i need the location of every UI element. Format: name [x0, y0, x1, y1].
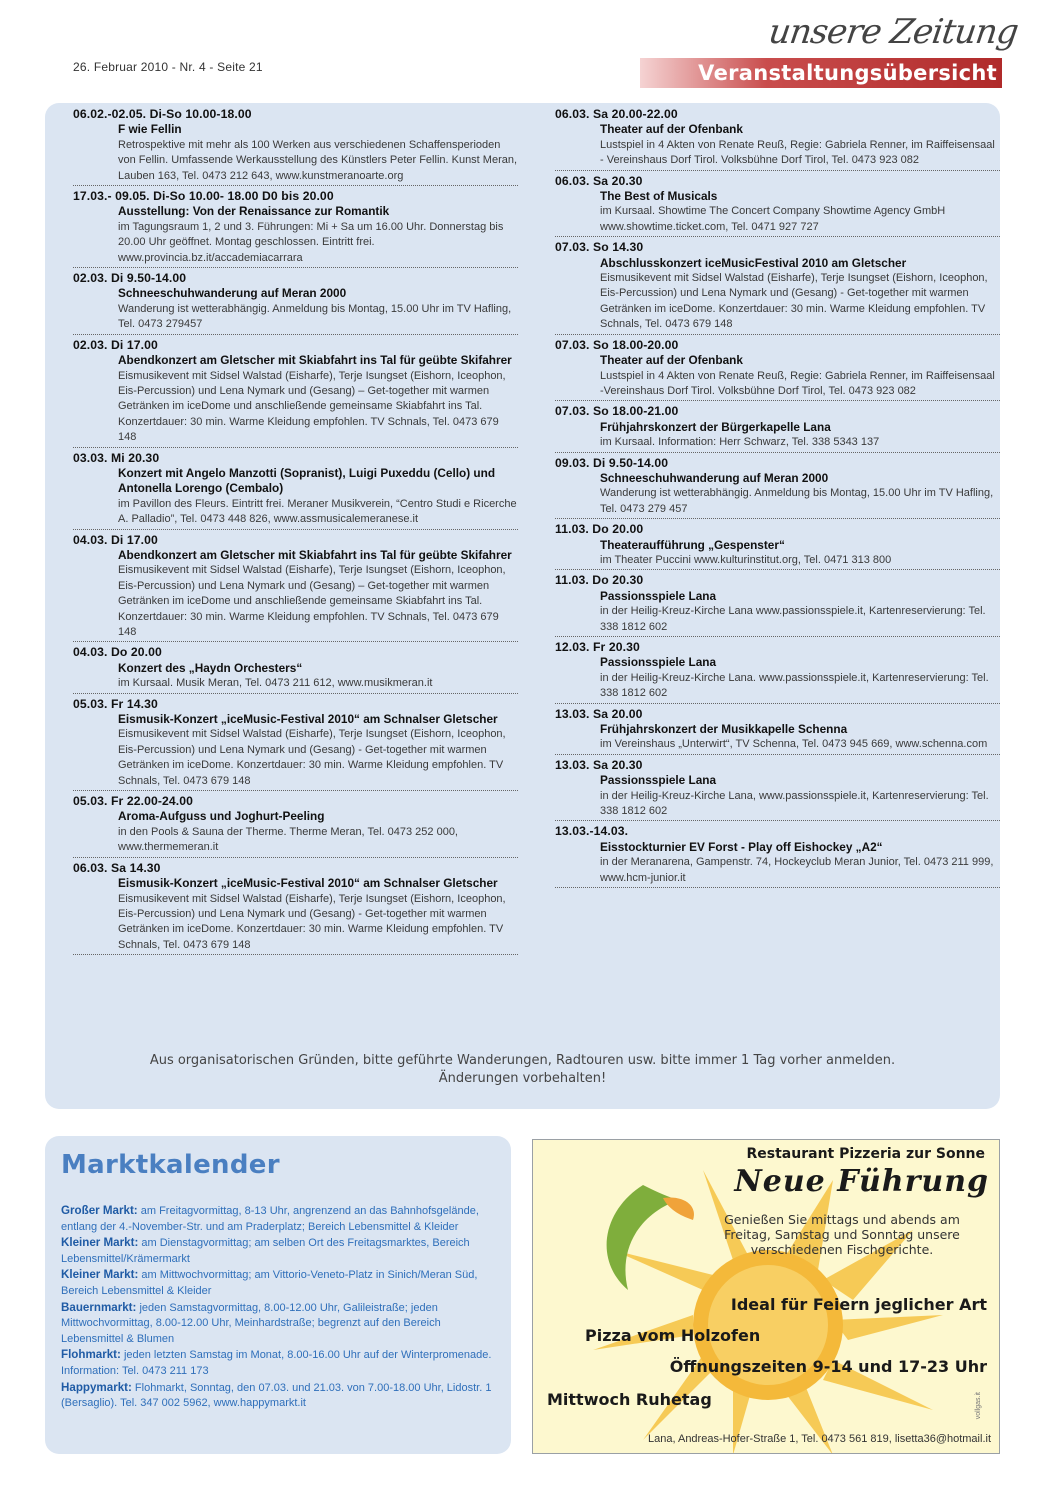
event-title: Schneeschuhwanderung auf Meran 2000: [118, 286, 347, 301]
market-item: [61, 1235, 506, 1267]
event-date: 13.03. Sa 20.00: [555, 706, 643, 721]
header-meta: 26. Februar 2010 - Nr. 4 - Seite 21: [73, 60, 263, 74]
market-item-label: Happymarkt:: [61, 1380, 132, 1394]
section-title: Veranstaltungsübersicht: [698, 61, 997, 85]
ad-line-feiern: Ideal für Feiern jeglicher Art: [730, 1295, 987, 1314]
event-title: Schneeschuhwanderung auf Meran 2000: [600, 470, 829, 485]
events-column-right: [555, 107, 1000, 891]
event-desc: im Pavillon des Fleurs. Eintritt frei. Meraner Musikverein, “Centro Studi e Ricerche A. Palladio”, Tel. 0473 448 826, www.assmusicalemeranese.it: [118, 497, 517, 526]
event-title: F wie Fellin: [118, 122, 182, 137]
event-date: 02.03. Di 17.00: [73, 337, 158, 352]
event-entry: [555, 758, 1000, 822]
event-entry: [73, 107, 518, 186]
event-entry: [73, 451, 518, 530]
event-title: Ausstellung: Von der Renaissance zur Romantik: [118, 204, 390, 219]
event-title: Passionsspiele Lana: [600, 655, 717, 670]
event-title: Theater auf der Ofenbank: [600, 353, 743, 368]
event-title: Frühjahrskonzert der Musikkapelle Schenna: [600, 722, 848, 737]
events-note: [60, 1052, 985, 1088]
events-note-line1: Aus organisatorischen Gründen, bitte geführte Wanderungen, Radtouren usw. bitte immer 1 Tag vorher anmelden.: [149, 1053, 896, 1068]
event-title: Theateraufführung „Gespenster“: [600, 537, 785, 552]
event-date: 17.03.- 09.05. Di-So 10.00- 18.00 D0 bis 20.00: [73, 189, 334, 204]
event-date: 06.03. Sa 20.00-22.00: [555, 107, 678, 121]
event-date: 13.03. Sa 20.30: [555, 757, 643, 772]
event-title: Eismusik-Konzert „iceMusic-Festival 2010“ am Schnalser Gletscher: [118, 712, 498, 727]
event-title: Passionsspiele Lana: [600, 588, 717, 603]
event-entry: [73, 338, 518, 448]
event-entry: [73, 533, 518, 643]
event-date: 02.03. Di 9.50-14.00: [73, 271, 187, 286]
ad-description: Genießen Sie mittags und abends am Freitag, Samstag und Sonntag unsere verschiedenen Fischgerichte.: [724, 1212, 960, 1257]
event-desc: im Kursaal. Musik Meran, Tel. 0473 211 612, www.musikmeran.it: [118, 677, 433, 690]
event-title: Abschlusskonzert iceMusicFestival 2010 am Gletscher: [600, 255, 907, 270]
event-entry: [73, 645, 518, 693]
market-item-label: Kleiner Markt:: [61, 1268, 139, 1282]
event-entry: [73, 794, 518, 858]
market-item-text: am Mittwochvormittag; am Vittorio-Veneto-Platz in Sinich/Meran Süd, Bereich Lebensmittel & Kleider: [61, 1269, 478, 1297]
event-date: 04.03. Di 17.00: [73, 532, 158, 547]
event-title: Passionsspiele Lana: [600, 773, 717, 788]
event-date: 12.03. Fr 20.30: [555, 640, 640, 654]
event-desc: im Kursaal. Showtime The Concert Company Showtime Agency GmbH www.showtime.ticket.com, Tel. 0471 927 727: [600, 205, 946, 233]
event-entry: [73, 697, 518, 791]
event-desc: im Kursaal. Information: Herr Schwarz, Tel. 338 5343 137: [600, 436, 880, 449]
market-item-text: am Freitagvormittag, 8-13 Uhr, angrenzend an das Bahnhofsgelände, entlang der 4.-November-Str. und am Praderplatz; Bereich Lebensmittel & Kleider: [61, 1205, 479, 1233]
event-title: Theater auf der Ofenbank: [600, 122, 743, 137]
event-title: Abendkonzert am Gletscher mit Skiabfahrt ins Tal für geübte Skifahrer: [118, 547, 512, 562]
event-date: 03.03. Mi 20.30: [73, 450, 160, 465]
event-entry: [555, 824, 1000, 888]
event-entry: [555, 640, 1000, 704]
event-title: Abendkonzert am Gletscher mit Skiabfahrt ins Tal für geübte Skifahrer: [118, 353, 512, 368]
ad-headline: Neue Führung: [734, 1164, 989, 1199]
market-item-label: Bauernmarkt:: [61, 1300, 137, 1314]
event-date: 06.03. Sa 14.30: [73, 860, 161, 875]
event-desc: Eismusikevent mit Sidsel Walstad (Eisharfe), Terje Isungset (Eishorn, Iceophon, Eis-Percussion) und Lena Nymark und (Gesang) – Get-together mit warmen Getränken im iceDome und anschließende gemeinsame Skiabfahrt ins Tal. Konzertdauer: 30 min. Warme Kleidung empfohlen. TV Schnals, Tel. 0473 679 148: [118, 369, 506, 444]
market-item: [61, 1203, 506, 1235]
event-entry: [555, 456, 1000, 520]
event-desc: Lustspiel in 4 Akten von Renate Reuß, Regie: Gabriela Renner, im Raiffeisensaal -Vereinshaus Dorf Tirol. Volksbühne Dorf Tirol, Tel. 0473 923 082: [600, 369, 995, 397]
market-item-text: am Dienstagvormittag; am selben Ort des Freitagsmarktes, Bereich Lebensmittel/Krämermarkt: [61, 1237, 470, 1265]
event-entry: [555, 573, 1000, 637]
event-title: Eismusik-Konzert „iceMusic-Festival 2010“ am Schnalser Gletscher: [118, 876, 498, 891]
event-desc: in der Heilig-Kreuz-Kirche Lana, www.passionsspiele.it, Kartenreservierung: Tel. 338 1812 602: [600, 789, 989, 818]
event-date: 11.03. Do 20.00: [555, 522, 644, 537]
market-item: [61, 1300, 506, 1348]
event-entry: [73, 861, 518, 955]
event-desc: im Vereinshaus „Unterwirt“, TV Schenna, Tel. 0473 945 669, www.schenna.com: [600, 738, 988, 751]
newspaper-logo: unsere Zeitung: [765, 12, 1020, 52]
market-item-text: Flohmarkt, Sonntag, den 07.03. und 21.03. von 7.00-18.00 Uhr, Lidostr. 1 (Bersaglio). Tel. 347 002 5962, www.happymarkt.it: [61, 1381, 492, 1410]
event-desc: in der Heilig-Kreuz-Kirche Lana www.passionsspiele.it, Kartenreservierung: Tel. 338 1812 602: [600, 605, 986, 633]
event-title: Konzert des „Haydn Orchesters“: [118, 660, 303, 675]
event-desc: im Tagungsraum 1, 2 und 3. Führungen: Mi + Sa um 16.00 Uhr. Donnerstag bis 20.00 Uhr geöffnet. Montag geschlossen. Eintritt frei. www.provincia.bz.it/accademiacarrara: [118, 220, 504, 264]
event-date: 07.03. So 18.00-21.00: [555, 404, 679, 419]
event-entry: [555, 174, 1000, 238]
event-desc: Eismusikevent mit Sidsel Walstad (Eisharfe), Terje Isungset (Eishorn, Iceophon, Eis-Percussion) und Lena Nymark und (Gesang) - Get-together mit warmen Getränken im iceDome. Konzertdauer: 30 min. Warme Kleidung empfohlen. TV Schnals, Tel. 0473 679 148: [118, 892, 506, 951]
event-title: Konzert mit Angelo Manzotti (Sopranist), Luigi Puxeddu (Cello) und Antonella Lorengo (Cembalo): [118, 465, 496, 496]
event-desc: im Theater Puccini www.kulturinstitut.org, Tel. 0471 313 800: [600, 553, 892, 566]
market-item-text: jeden Samstagvormittag, 8.00-12.00 Uhr, Galileistraße; jeden Mittwochvormittag, 8.00-12.00 Uhr, Meinhardstraße; begrenzt auf den Bereich Lebensmittel & Blumen: [61, 1301, 441, 1345]
market-item-label: Kleiner Markt:: [61, 1236, 139, 1250]
event-date: 06.02.-02.05. Di-So 10.00-18.00: [73, 107, 252, 121]
event-entry: [555, 707, 1000, 755]
event-date: 07.03. So 18.00-20.00: [555, 337, 679, 352]
event-entry: [555, 522, 1000, 570]
ad-line-pizza: Pizza vom Holzofen: [585, 1326, 761, 1345]
market-list: [61, 1203, 506, 1412]
event-date: 11.03. Do 20.30: [555, 573, 644, 588]
event-desc: Eismusikevent mit Sidsel Walstad (Eisharfe), Terje Isungset (Eishorn, Iceophon, Eis-Percussion) und Lena Nymark und (Gesang) - Get-together mit warmen Getränken im iceDome. Konzertdauer: 30 min. Warme Kleidung empfohlen. TV Schnals, Tel. 0473 679 148: [600, 272, 988, 331]
ad-vertical-note: vollgas.it: [975, 1392, 982, 1420]
market-item-label: Großer Markt:: [61, 1204, 138, 1217]
event-date: 13.03.-14.03.: [555, 824, 629, 839]
market-item: [61, 1347, 506, 1379]
events-note-line2: Änderungen vorbehalten!: [438, 1071, 607, 1086]
market-item-text: jeden letzten Samstag im Monat, 8.00-16.00 Uhr auf der Winterpromenade. Information: Tel. 0473 211 173: [61, 1349, 492, 1377]
event-date: 04.03. Do 20.00: [73, 645, 162, 660]
leaf-accent-icon: [663, 1197, 694, 1220]
market-item: [61, 1380, 506, 1412]
event-date: 05.03. Fr 22.00-24.00: [73, 794, 193, 809]
event-desc: in den Pools & Sauna der Therme. Therme Meran, Tel. 0473 252 000, www.thermemeran.it: [118, 825, 458, 854]
ad-contact: Lana, Andreas-Hofer-Straße 1, Tel. 0473 561 819, lisetta36@hotmail.it: [648, 1433, 991, 1445]
event-title: The Best of Musicals: [600, 189, 718, 204]
event-entry: [555, 240, 1000, 334]
event-desc: in der Meranarena, Gampenstr. 74, Hockeyclub Meran Junior, Tel. 0473 211 999, www.hcm-junior.it: [600, 856, 994, 884]
event-title: Frühjahrskonzert der Bürgerkapelle Lana: [600, 419, 831, 434]
event-title: Eisstockturnier EV Forst - Play off Eishockey „A2“: [600, 839, 883, 854]
event-entry: [555, 338, 1000, 402]
event-date: 05.03. Fr 14.30: [73, 696, 158, 711]
event-entry: [73, 271, 518, 335]
event-entry: [73, 189, 518, 268]
event-date: 07.03. So 14.30: [555, 240, 644, 255]
event-entry: [555, 404, 1000, 452]
event-desc: Eismusikevent mit Sidsel Walstad (Eisharfe), Terje Isungset (Eishorn, Iceophon, Eis-Percussion) und Lena Nymark und (Gesang) – Get-together mit warmen Getränken im iceDome und anschließende gemeinsame Skiabfahrt ins Tal. Konzertdauer: 30 min. Warme Kleidung empfohlen. TV Schnals, Tel. 0473 679 148: [118, 564, 506, 638]
event-desc: Lustspiel in 4 Akten von Renate Reuß, Regie: Gabriela Renner, im Raiffeisensaal - Vereinshaus Dorf Tirol. Volksbühne Dorf Tirol, Tel. 0473 923 082: [600, 138, 995, 167]
event-entry: [555, 107, 1000, 171]
event-date: 09.03. Di 9.50-14.00: [555, 455, 669, 470]
market-item: [61, 1267, 506, 1299]
market-item-label: Flohmarkt:: [61, 1348, 121, 1362]
event-title: Aroma-Aufguss und Joghurt-Peeling: [118, 809, 325, 824]
event-desc: Eismusikevent mit Sidsel Walstad (Eisharfe), Terje Isungset (Eishorn, Iceophon, Eis-Percussion) und Lena Nymark und (Gesang) - Get-together mit warmen Getränken im iceDome. Konzertdauer: 30 min. Warme Kleidung empfohlen. TV Schnals, Tel. 0473 679 148: [118, 728, 506, 787]
ad-line-hours: Öffnungszeiten 9-14 und 17-23 Uhr: [669, 1357, 987, 1376]
event-desc: Wanderung ist wetterabhängig. Anmeldung bis Montag, 15.00 Uhr im TV Hafling, Tel. 0473 279457: [118, 302, 512, 331]
event-desc: in der Heilig-Kreuz-Kirche Lana. www.passionsspiele.it, Kartenreservierung: Tel. 338 1812 602: [600, 671, 989, 700]
market-title: Marktkalender: [61, 1150, 280, 1180]
advertisement: [532, 1139, 1000, 1454]
ad-line-closed: Mittwoch Ruhetag: [547, 1390, 712, 1409]
event-desc: Retrospektive mit mehr als 100 Werken aus verschiedenen Schaffensperioden von Fellin. Umfassende Werkausstellung des Künstlers Peter Fellin. Kunst Meran, Lauben 163, Tel. 0473 212 643, www.kunstmeranoarte.org: [118, 138, 518, 182]
event-desc: Wanderung ist wetterabhängig. Anmeldung bis Montag, 15.00 Uhr im TV Hafling, Tel. 0473 279 457: [600, 487, 994, 515]
events-column-left: [73, 107, 518, 958]
ad-subtitle: Restaurant Pizzeria zur Sonne: [746, 1146, 985, 1162]
event-date: 06.03. Sa 20.30: [555, 173, 643, 188]
